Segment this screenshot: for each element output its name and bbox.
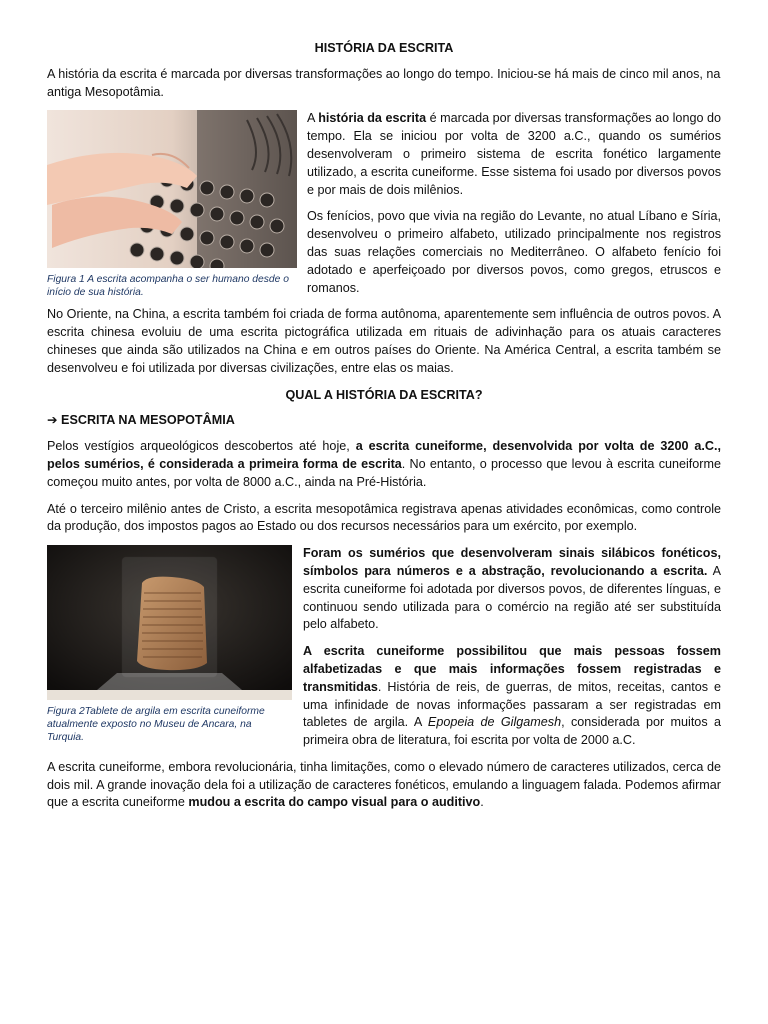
figure-2-caption: Figura 2Tablete de argila em escrita cuneiforme atualmente exposto no Museu de Ancara, na Turquia. bbox=[47, 706, 265, 744]
paragraph-8: A escrita cuneiforme, embora revolucionária, tinha limitações, como o elevado número de caracteres utilizados, cerca de dois mil. A grande inovação dela foi a utilização de caracteres fonéticos, emulando a linguagem falada. Podemos afirmar que a escrita cuneiforme mudou a escrita do campo visual para o auditivo. bbox=[47, 759, 721, 810]
paragraph-7: A escrita cuneiforme possibilitou que mais pessoas fossem alfabetizadas e que mais informações fossem registradas e transmitidas. História de reis, de guerras, de mitos, receitas, cantos e uma infinidade de novas informações passaram a ser registradas em tabletes de argila. A Epopeia de Gilgamesh, considerada por muitos a primeira obra de literatura, foi escrita por volta de 2000 a.C. bbox=[303, 644, 721, 748]
paragraph-4: Pelos vestígios arqueológicos descobertos até hoje, a escrita cuneiforme, desenvolvida por volta de 3200 a.C., pelos sumérios, é considerada a primeira forma de escrita. No entanto, o processo que levou à escrita cuneiforme começou muito antes, por volta de 8000 a.C., ainda na Pré-História. bbox=[47, 439, 721, 489]
figure-1 bbox=[47, 110, 297, 299]
clay-tablet-image bbox=[47, 545, 292, 700]
section-subtitle: QUAL A HISTÓRIA DA ESCRITA? bbox=[285, 387, 483, 402]
figure-1-caption: Figura 1 A escrita acompanha o ser humano desde o início de sua história. bbox=[47, 274, 289, 299]
document-page bbox=[47, 40, 721, 821]
paragraph-6: Foram os sumérios que desenvolveram sinais silábicos fonéticos, símbolos para números e a abstração, revolucionando a escrita. A escrita cuneiforme foi adotada por diversos povos, de diferentes línguas, e continuou sendo utilizada para o comércio na região até ser substituída pelo alfabeto. bbox=[303, 546, 721, 632]
paragraph-2: Os fenícios, povo que vivia na região do Levante, no atual Líbano e Síria, desenvolveu o primeiro alfabeto, utilizado principalmente nos registros das suas relações comerciais no Mediterrâneo. O alfabeto fenício foi adotado e aperfeiçoado por diversos povos, como gregos, etruscos e romanos. bbox=[307, 209, 721, 295]
intro-paragraph: A história da escrita é marcada por diversas transformações ao longo do tempo. Iniciou-se há mais de cinco mil anos, na antiga Mesopotâmia. bbox=[47, 66, 721, 99]
paragraph-5: Até o terceiro milênio antes de Cristo, a escrita mesopotâmica registrava apenas atividades econômicas, como controle da produção, dos impostos pagos ao Estado ou dos recursos necessários para um exército, por exemplo. bbox=[47, 501, 721, 534]
typewriter-image bbox=[47, 110, 297, 268]
paragraph-3: No Oriente, na China, a escrita também foi criada de forma autônoma, aparentemente sem influência de outros povos. A escrita chinesa evoluiu de uma escrita pictográfica utilizada em rituais de adivinhação para os atuais caracteres chineses que ainda são utilizados na China e em outros países do Oriente. Na América Central, a escrita também se desenvolveu e foi utilizada por diversas civilizações, entre elas os maias. bbox=[47, 307, 721, 375]
section-heading-mesopotamia: ➔ ESCRITA NA MESOPOTÂMIA bbox=[47, 413, 235, 428]
paragraph-1: A história da escrita é marcada por diversas transformações ao longo do tempo. Ela se iniciou por volta de 3200 a.C., quando os sumérios desenvolveram o primeiro sistema de escrita fonético largamente utilizado, a escrita cuneiforme. Esse sistema foi usado por diversos povos e por mais de dois milênios. bbox=[307, 111, 721, 197]
page-title: HISTÓRIA DA ESCRITA bbox=[314, 41, 454, 55]
figure-2 bbox=[47, 545, 292, 744]
